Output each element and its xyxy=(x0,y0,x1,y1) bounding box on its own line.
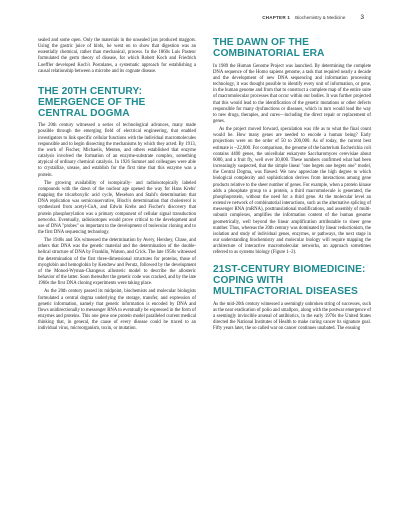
section-heading-multifactorial-diseases: 21ST-CENTURY BIOMEDICINE: COPING WITH MULTIFACTORIAL DISEASES xyxy=(213,264,366,298)
paragraph: The 20th century witnessed a series of technological advances, many made possible through the emerging field of electrical engineering, that enabled investigators to link specific cellular functions with the individual macromolecules responsible and to begin dissecting the mechanisms by which they acted. By 1913, the work of Fischer, Michaelis, Menten, and others established that enzyme catalysis involved the formation of an enzyme-substrate complex, something atypical of ordinary chemical catalysis. In 1926 Sumner and colleagues were able to crystallize, urease, and establish for the first time that this enzyme was a protein. xyxy=(38,123,196,178)
paragraph: In 1989 the Human Genome Project was launched. By determining the complete DNA sequence of the Homo sapiens genome, a task that required nearly a decade and the development of new DNA sequencing and information processing technology, it was thought possible to identify every unit of information, or gene, in the human genome and from that to construct a complete map of the entire suite of macromolecular processes that occur within our bodies. It was further projected that this would lead to the identification of the genetic mutations or other defects responsible for many dysfunctions or diseases, which in turn would lead the way to new drugs, therapies, and cures—including the direct repair or replacement of genes. xyxy=(213,63,371,124)
paragraph: As the 20th century passed its midpoint, biochemists and molecular biologists formulated a central dogma underlying the storage, transfer, and expression of genetic information, namely that genetic information is encoded by DNA and flows unidirectionally to messenger RNA to eventually be expressed in the form of enzymes and proteins. This one gene one protein model paralleled current medical thinking that, in general, the cause of every disease could be traced to an individual virus, microorganism, toxin, or mutation. xyxy=(38,289,196,332)
right-column xyxy=(213,38,371,335)
section-heading-combinatorial-era: THE DAWN OF THE COMBINATORIAL ERA xyxy=(213,37,325,59)
left-column xyxy=(38,38,196,334)
section-heading-central-dogma: THE 20TH CENTURY: EMERGENCE OF THE CENTRAL DOGMA xyxy=(38,85,146,119)
paragraph: The growing availability of isotopically- and radioisotopically labeled compounds with the dawn of the nuclear age opened the way for Hans Krebs' mapping the tricarboxylic acid cycle, Meselson and Stahl's determination that DNA replication was semiconservative, Bloch's determination that cholesterol is synthesized from acetyl-CoA, and Edwin Krebs and Fischer's discovery that protein phosphorylation was a primary component of cellular signal transduction networks. Eventually, radioisotopes would prove critical to the development and use of DNA "probes" so important to the development of molecular cloning and to the first DNA sequencing technology. xyxy=(38,180,196,235)
paragraph: The 1940s and 50s witnessed the determination by Avery, Hershey, Chase, and others that DNA was the genetic material and the determination of the double-helical structure of DNA by Franklin, Watson, and Crick. The late 1950s witnessed the determination of the first three-dimensional structures for proteins, those of myoglobin and hemoglobin by Kendrew and Perutz, followed by the development of the Monod-Wyman-Changeux allosteric model to describe the allosteric behavior of the latter. Soon thereafter the genetic code was cracked, and by the late 1960s the first DNA cloning experiments were taking place. xyxy=(38,238,196,287)
intro-paragraph: sealed and some open. Only the materials in the unsealed jars produced maggots. Using the gastric juice of birds, he went on to show that digestion was an essentially chemical, rather than mechanical, process. In the 1860s Luis Pasteur formulated the germ theory of disease, for which Robert Koch and Friedrich Loeffler developed Koch's Postulates, a systematic approach for establishing a causal relationship between a microbe and its cognate disease. xyxy=(38,38,196,74)
paragraph: As the project moved forward, speculation was rife as to what the final count would be. How many genes are needed to encode a human being? Early projections were on the order of 50 to 200,000. As of today, the current best estimate is ~22,000. For comparison, the genome of the bacterium Escherichia coli contains 4400 genes, the unicellular eukaryote Saccharomyces cerevisiae about 6000, and a fruit fly, well over 30,000. These numbers confirmed what had been increasingly suspected, that the simple linear "one begets one begets one" model, the Central Dogma, was flawed. We now appreciate the high degree to which biological complexity and sophistication derives from interactions among gene products relative to the sheer number of genes. For example, when a protein kinase adds a phosphate group to a protein, a third macromolecule is generated, the phosphoprotein, without the need for a third gene. At the molecular level an extensive network of combinatorial interactions, such as the alternative splicing of messenger RNA (mRNA), posttranslational modifications, and assembly of multi-subunit complexes, amplifies the information content of the human genome geometrically, well beyond the linear amplification attributable to sheer gene number. Thus, whereas the 20th century was dominated by linear reductionism, the isolation and study of individual genes, enzymes, or pathways, the next stage in our understanding biochemistry and molecular biology will require mapping the architecture of interactive macromolecular networks, an approach sometimes referred to as systems biology (Figure 1–2). xyxy=(213,127,371,256)
chapter-label: CHAPTER 1 xyxy=(262,15,291,20)
paragraph: As the mid-20th century witnessed a seemingly unbroken string of successes, such as the near eradication of polio and smallpox, along with the postwar emergence of a seemingly invincible arsenal of antibiotics, in the early 1970s the United States directed the National Institutes of Health to make curing cancer its signature goal. Fifty years later, the so called war on cancer continues unabated. The ensuing xyxy=(213,301,371,332)
chapter-title: Biochemistry & Medicine xyxy=(295,15,346,20)
page-number: 3 xyxy=(360,14,364,21)
running-head xyxy=(262,14,364,24)
